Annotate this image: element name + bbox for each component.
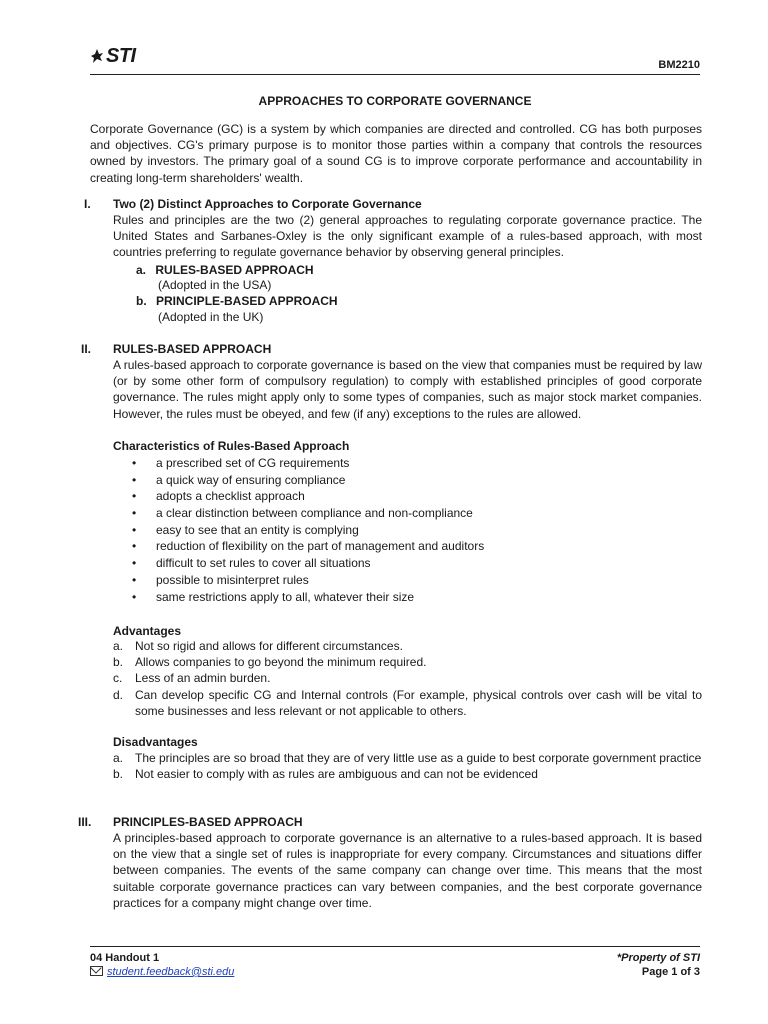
list-item: a. The principles are so broad that they are of very little use as a guide to best corporate government practice xyxy=(113,751,702,765)
mail-icon xyxy=(90,966,103,976)
approach-item-a-note: (Adopted in the USA) xyxy=(158,278,272,292)
page-title: APPROACHES TO CORPORATE GOVERNANCE xyxy=(258,94,532,108)
list-item: a. Not so rigid and allows for different circumstances. xyxy=(113,639,403,653)
list-item: • same restrictions apply to all, whatever their size xyxy=(132,589,415,604)
list-item: • easy to see that an entity is complying xyxy=(132,522,359,537)
approach-item-label: RULES-BASED APPROACH xyxy=(155,263,314,277)
sti-logo-mark-icon xyxy=(90,48,104,65)
section-3-number: III. xyxy=(78,815,92,829)
section-1-body: Rules and principles are the two (2) general approaches to regulating corporate governance practice. The United States and Sarbanes-Oxley is the only significant example of a rules-based approach, with most countries preferring to regulate governance behavior by observing general principles. xyxy=(113,213,702,260)
list-item: • adopts a checklist approach xyxy=(132,489,305,504)
approach-item-letter: b. xyxy=(136,294,147,308)
section-2-number: II. xyxy=(81,342,92,356)
footer-email-row xyxy=(90,965,234,979)
disadvantages-list xyxy=(113,750,702,782)
header-divider xyxy=(90,74,700,75)
approach-item-b-note: (Adopted in the UK) xyxy=(158,310,264,324)
approach-item-label: PRINCIPLE-BASED APPROACH xyxy=(156,294,338,308)
list-item: b. Allows companies to go beyond the minimum required. xyxy=(113,655,427,670)
advantages-heading: Advantages xyxy=(113,624,182,638)
list-item: • possible to misinterpret rules xyxy=(132,572,309,587)
approach-item-letter: a. xyxy=(136,263,147,277)
section-3-heading: PRINCIPLES-BASED APPROACH xyxy=(113,815,303,829)
disadvantages-heading: Disadvantages xyxy=(113,735,198,749)
document-code: BM2210 xyxy=(658,59,700,71)
list-item: • difficult to set rules to cover all situations xyxy=(132,556,371,571)
list-item: • a prescribed set of CG requirements xyxy=(132,456,350,470)
property-label: *Property of STI xyxy=(616,952,700,964)
intro-paragraph: Corporate Governance (GC) is a system by which companies are directed and controlled. CG has both purposes and objectives. CG's primary purpose is to monitor those parties within a company that controls the resources owned by investors. The primary goal of a sound CG is to improve corporate performance and accountability in creating long-term shareholders' wealth. xyxy=(90,122,702,185)
page-number: Page 1 of 3 xyxy=(641,966,700,978)
sti-logo xyxy=(90,46,136,66)
list-item: c. Less of an admin burden. xyxy=(113,671,271,686)
characteristics-list xyxy=(113,455,484,605)
feedback-email-link[interactable]: student.feedback@sti.edu xyxy=(107,966,235,978)
logo-text: STI xyxy=(106,45,136,67)
characteristics-heading: Characteristics of Rules-Based Approach xyxy=(113,439,350,453)
footer-right xyxy=(617,951,700,979)
list-item: d. Can develop specific CG and Internal controls (For example, physical controls over cash will be vital to some businesses and less relevant or not applicable to others. xyxy=(113,687,702,718)
approach-item-a xyxy=(136,262,314,278)
advantages-list xyxy=(113,638,702,719)
section-3-body: A principles-based approach to corporate governance is an alternative to a rules-based approach. It is based on the view that a single set of rules is inappropriate for every company. Circumstances and situations differ between companies. The events of the same company can change over time. This means that the most suitable corporate governance practices can vary between companies, and the best corporate governance practices for a company might change over time. xyxy=(113,831,702,910)
list-item: • a clear distinction between compliance and non-compliance xyxy=(132,506,473,521)
list-item: b. Not easier to comply with as rules are ambiguous and can not be evidenced xyxy=(113,767,538,782)
section-1-number: I. xyxy=(84,197,91,211)
footer-left xyxy=(90,951,234,979)
list-item: • a quick way of ensuring compliance xyxy=(132,472,346,487)
section-2-heading: RULES-BASED APPROACH xyxy=(113,342,272,356)
handout-label: 04 Handout 1 xyxy=(90,952,160,964)
footer-divider xyxy=(90,946,700,947)
section-2-body: A rules-based approach to corporate governance is based on the view that companies must be required by law (or by some other form of compulsory regulation) to comply with established principles of good corporate governance. The rules might apply only to some types of companies, such as major stock market companies. However, the rules must be obeyed, and few (if any) exceptions to the rules are allowed. xyxy=(113,358,702,421)
list-item: • reduction of flexibility on the part of management and auditors xyxy=(132,539,485,554)
approach-item-b xyxy=(136,293,338,309)
section-1-heading: Two (2) Distinct Approaches to Corporate Governance xyxy=(113,197,422,211)
